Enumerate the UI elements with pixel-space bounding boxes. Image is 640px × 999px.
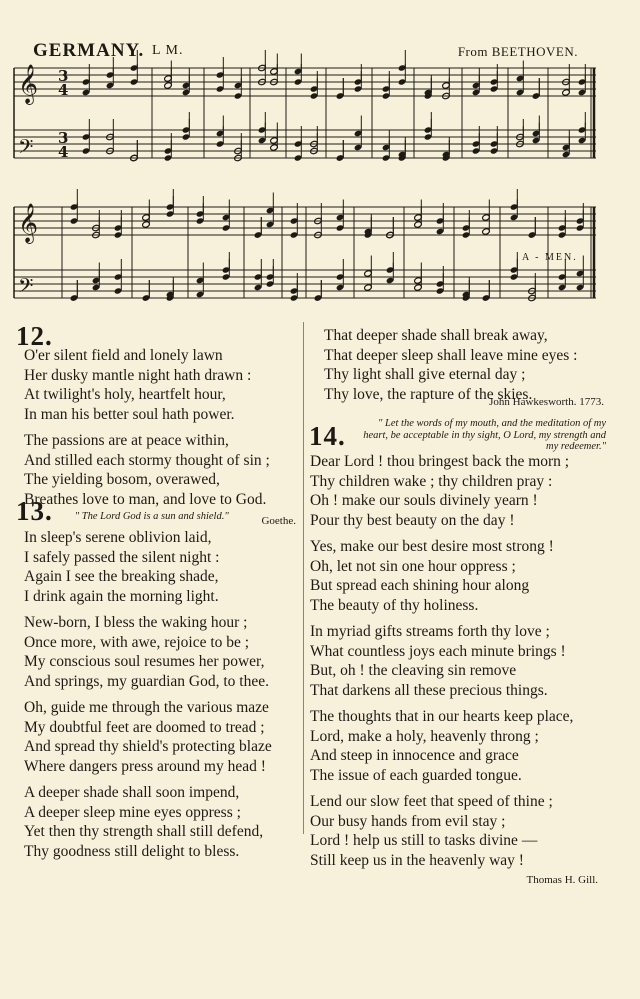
hymn-13-stanza-4 (24, 783, 296, 861)
verse-line: Oh, let not sin one hour oppress ; (310, 557, 516, 575)
verse-line: But, oh ! the cleaving sin remove (310, 662, 517, 679)
clef-icon: 𝄞 (18, 203, 39, 243)
verse-line: Oh, guide me through the various maze (24, 699, 269, 716)
verse-line: And steep in innocence and grace (310, 747, 519, 764)
hymn-12-stanza-1 (24, 346, 296, 424)
hymn-13-stanza-5 (310, 326, 610, 404)
verse-line: Thy children wake ; thy children pray : (310, 472, 553, 490)
verse-line: Breathes love to man, and love to God. (24, 490, 267, 508)
verse-line: That deeper sleep shall leave mine eyes : (324, 346, 578, 364)
time-signature-digit: 3 (58, 129, 69, 147)
verse-line: At twilight's holy, heartfelt hour, (24, 386, 226, 403)
verse-line: Lord ! help us still to tasks divine — (310, 832, 538, 849)
hymn-14-text (310, 452, 610, 891)
hymn-14-stanza-2 (310, 537, 610, 615)
verse-line: And springs, my guardian God, to thee. (24, 672, 269, 690)
hymn-14-author: Thomas H. Gill. (526, 874, 598, 886)
verse-line: The beauty of thy holiness. (310, 596, 479, 614)
verse-line: Thy light shall give eternal day ; (324, 366, 526, 383)
verse-line: And spread thy shield's protecting blaze (24, 738, 272, 755)
verse-line: Lord, make a holy, heavenly throng ; (310, 727, 539, 745)
hymn-12-number: 12. (16, 321, 53, 351)
verse-line: In sleep's serene oblivion laid, (24, 529, 212, 546)
hymn-14-motto: " Let the words of my mouth, and the meditation of my heart, be acceptable in thy sight, O Lord, my strength and my redeemer." (363, 418, 606, 452)
clef-icon: 𝄢 (18, 135, 34, 163)
verse-line: Still keep us in the heavenly way ! (310, 851, 524, 869)
music-score (0, 0, 640, 320)
verse-line: Again I see the breaking shade, (24, 568, 219, 585)
verse-line: The issue of each guarded tongue. (310, 766, 522, 784)
verse-line: The thoughts that in our hearts keep place, (310, 708, 574, 725)
verse-line: A deeper sleep mine eyes oppress ; (24, 803, 241, 821)
tune-title: GERMANY. (33, 40, 145, 61)
tune-meter: L M. (152, 43, 184, 58)
verse-line: That darkens all these precious things. (310, 681, 548, 699)
time-signature-digit: 4 (58, 81, 69, 99)
verse-line: O'er silent field and lonely lawn (24, 347, 223, 364)
verse-line: What countless joys each minute brings ! (310, 642, 566, 660)
clef-icon: 𝄞 (18, 64, 39, 104)
time-signature-digit: 4 (58, 143, 69, 161)
verse-line: Pour thy best beauty on the day ! (310, 511, 515, 529)
verse-line: Her dusky mantle night hath drawn : (24, 366, 252, 384)
hymn-14-number: 14. (309, 421, 346, 451)
verse-line: The yielding bosom, overawed, (24, 471, 220, 488)
verse-line: I safely passed the silent night : (24, 548, 220, 566)
hymn-14-stanza-3 (310, 622, 610, 700)
hymn-14-stanza-5 (310, 792, 610, 870)
verse-line: My conscious soul resumes her power, (24, 653, 265, 670)
verse-line: Oh ! make our souls divinely yearn ! (310, 492, 538, 509)
verse-line: But spread each shining hour along (310, 577, 530, 594)
verse-line: My doubtful feet are doomed to tread ; (24, 718, 265, 736)
verse-line: That deeper shade shall break away, (324, 327, 548, 344)
hymn-13-stanza-3 (24, 698, 296, 776)
hymn-13-motto: " The Lord God is a sun and shield." (74, 510, 229, 522)
verse-line: Thy goodness still delight to bless. (24, 842, 240, 860)
hymn-13-number: 13. (16, 496, 53, 526)
verse-line: A deeper shade shall soon impend, (24, 784, 240, 801)
amen-label: A - MEN. (522, 252, 578, 263)
hymn-14-stanza-4 (310, 707, 610, 785)
hymn-13-author: John Hawkesworth. 1773. (489, 396, 604, 408)
hymn-13-stanza-2 (24, 613, 296, 691)
verse-line: New-born, I bless the waking hour ; (24, 614, 248, 631)
verse-line: Dear Lord ! thou bringest back the morn ; (310, 453, 570, 470)
hymn-13-text (24, 528, 296, 868)
verse-line: And stilled each stormy thought of sin ; (24, 451, 270, 469)
hymn-12-author: Goethe. (261, 515, 296, 527)
verse-line: The passions are at peace within, (24, 432, 229, 449)
time-signature-digit: 3 (58, 67, 69, 85)
verse-line: Yes, make our best desire most strong ! (310, 538, 554, 555)
hymn-13-stanza-1 (24, 528, 296, 606)
verse-line: Once more, with awe, rejoice to be ; (24, 633, 250, 651)
verse-line: I drink again the morning light. (24, 587, 219, 605)
verse-line: Yet then thy strength shall still defend, (24, 823, 264, 840)
verse-line: In man his better soul hath power. (24, 405, 235, 423)
verse-line: Lend our slow feet that speed of thine ; (310, 793, 553, 810)
verse-line: Thy love, the rapture of the skies. (324, 385, 533, 403)
column-divider (303, 322, 304, 834)
clef-icon: 𝄢 (18, 274, 34, 302)
tune-source: From BEETHOVEN. (457, 44, 578, 59)
hymn-14-stanza-1 (310, 452, 610, 530)
verse-line: Where dangers press around my head ! (24, 757, 266, 775)
verse-line: Our busy hands from evil stay ; (310, 812, 506, 830)
hymn-13-header (16, 498, 229, 525)
verse-line: In myriad gifts streams forth thy love ; (310, 623, 550, 640)
